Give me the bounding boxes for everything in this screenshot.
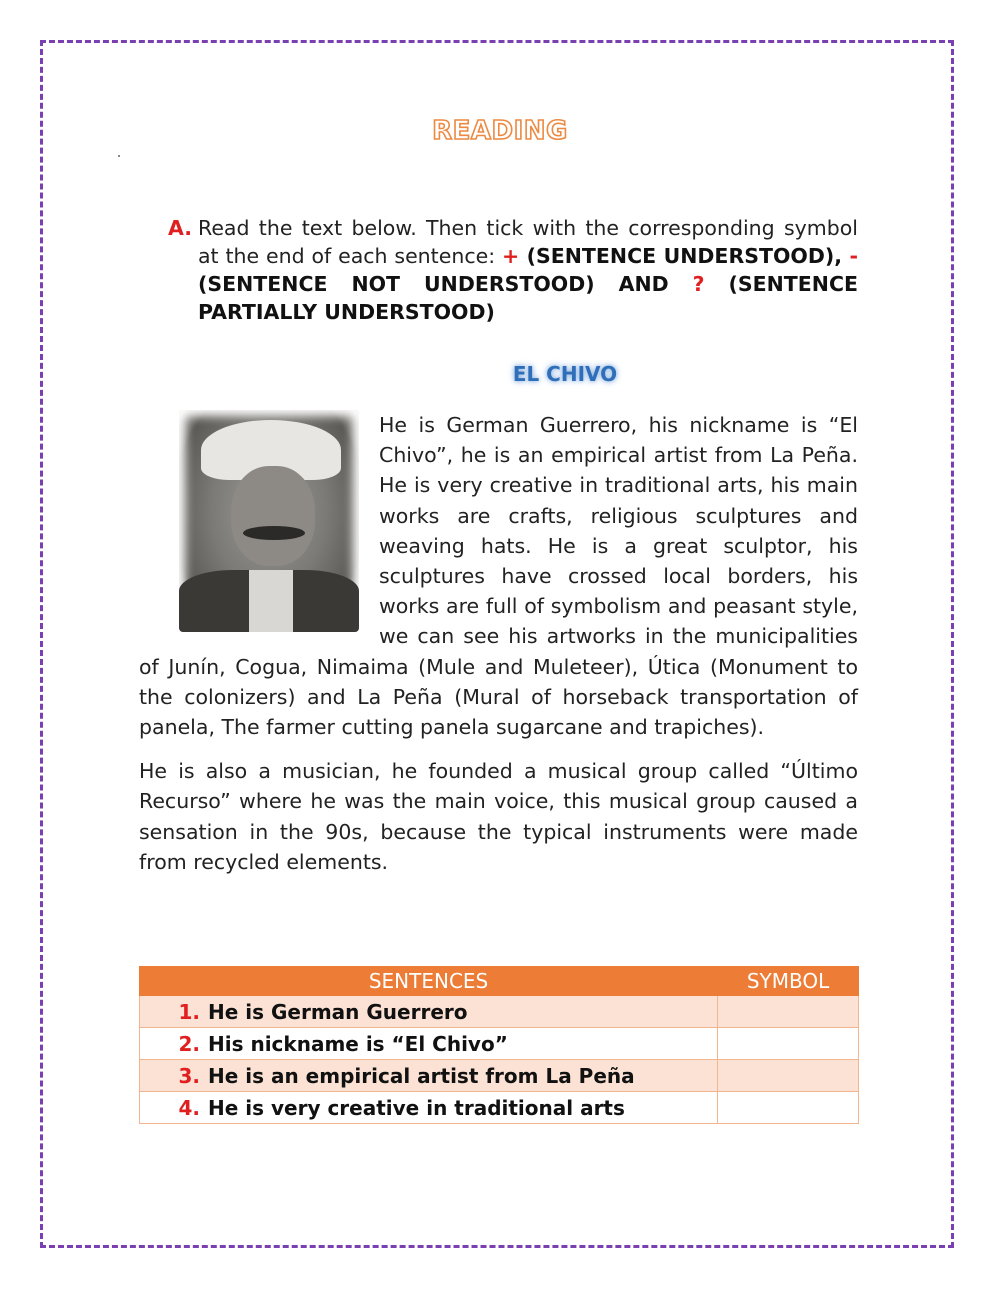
sentence-cell: [140, 1028, 718, 1060]
shirt-collar-shape: [249, 570, 293, 632]
symbol-cell[interactable]: [718, 1060, 859, 1092]
mustache-shape: [243, 526, 305, 540]
sentence-number: 3.: [178, 1063, 200, 1088]
article-paragraph-1: He is German Guerrero, his nickname is “El Chivo”, he is an empirical artist from La Peña. He is very creative in traditional arts, his main works are crafts, religious sculptures and weaving hats. He is a great sculptor, his sculptures have crossed local borders, his works are full of symbolism and peasant style, we can see his artworks in the municipalities of Junín, Cogua, Nimaima (Mule and Muleteer), Útica (Monument to the colonizers) and La Peña (Mural of horseback transportation of panela, The farmer cutting panela sugarcane and trapiches).: [139, 413, 858, 740]
minus-symbol: -: [849, 244, 859, 268]
sentence-cell: [140, 1060, 718, 1092]
plus-symbol: +: [501, 244, 520, 268]
sentence-text: His nickname is “El Chivo”: [208, 1031, 508, 1056]
symbol-cell[interactable]: [718, 1092, 859, 1124]
speck: [118, 155, 120, 157]
portrait-photo: [179, 410, 359, 632]
page-title: READING: [432, 116, 568, 146]
header-sentences: SENTENCES: [140, 967, 718, 996]
instruction-part1: Read the text below. Then tick with the corresponding symbol at the end of each sentence:: [198, 216, 858, 268]
plus-label: (SENTENCE UNDERSTOOD),: [519, 244, 850, 268]
article-title: EL CHIVO: [512, 362, 618, 386]
question-label: (SENTENCE PARTIALLY UNDERSTOOD): [198, 272, 858, 324]
instruction-text: [198, 214, 858, 326]
article-body: [139, 410, 858, 891]
symbol-cell[interactable]: [718, 1028, 859, 1060]
instruction-block: [168, 214, 858, 326]
sentence-text: He is very creative in traditional arts: [208, 1095, 625, 1120]
table-row: [140, 1092, 859, 1124]
sentence-number: 2.: [178, 1031, 200, 1056]
article-paragraph-2: He is also a musician, he founded a musical group called “Último Recurso” where he was the main voice, this musical group caused a sensation in the 90s, because the typical instruments were made from recycled elements.: [139, 759, 858, 874]
table-row: [140, 1028, 859, 1060]
instruction-letter: A.: [168, 216, 193, 240]
table-header-row: [140, 967, 859, 996]
table-row: [140, 996, 859, 1028]
question-symbol: ?: [692, 272, 705, 296]
sentence-number: 4.: [178, 1095, 200, 1120]
face-shape: [231, 466, 315, 566]
sentence-number: 1.: [178, 999, 200, 1024]
sentence-cell: [140, 1092, 718, 1124]
sentences-table: [139, 966, 859, 1124]
header-symbol: SYMBOL: [718, 967, 859, 996]
table-row: [140, 1060, 859, 1092]
sentence-text: He is German Guerrero: [208, 999, 468, 1024]
sentence-text: He is an empirical artist from La Peña: [208, 1063, 635, 1088]
symbol-cell[interactable]: [718, 996, 859, 1028]
minus-label: (SENTENCE NOT UNDERSTOOD) AND: [198, 272, 693, 296]
sentence-cell: [140, 996, 718, 1028]
